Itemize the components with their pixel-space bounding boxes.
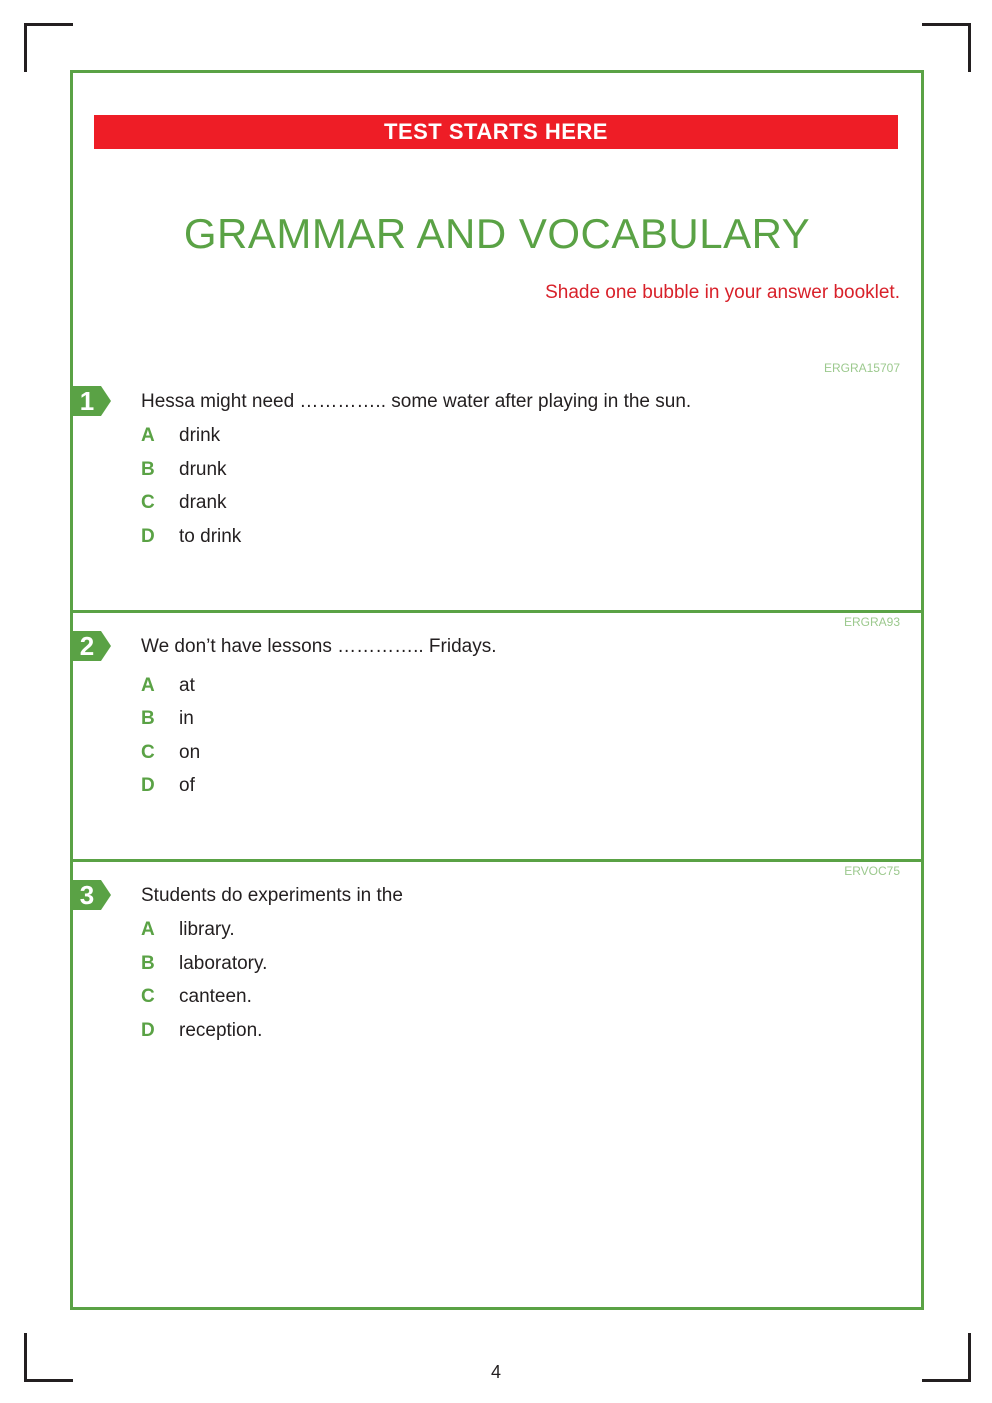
question-text: Students do experiments in the (141, 885, 403, 906)
option-letter: C (141, 986, 155, 1007)
option-letter: A (141, 675, 155, 696)
option-letter: D (141, 526, 155, 547)
option-letter: C (141, 492, 155, 513)
option-text: drink (179, 425, 221, 446)
question-number: 2 (79, 631, 95, 661)
option-text: to drink (179, 526, 242, 547)
question-number-badge (73, 386, 111, 416)
option-letter: B (141, 459, 155, 480)
section-divider (73, 610, 921, 613)
option-letter: C (141, 742, 155, 763)
question-text: We don’t have lessons ………….. Fridays. (141, 636, 497, 657)
option-text: laboratory. (179, 953, 268, 974)
option-text: library. (179, 919, 235, 940)
page-number: 4 (490, 1362, 501, 1382)
option-letter: D (141, 1020, 155, 1041)
question-text: Hessa might need ………….. some water after playing in the sun. (141, 391, 692, 412)
option-letter: D (141, 775, 155, 796)
option-letter: B (141, 708, 155, 729)
question-number-badge (73, 880, 111, 910)
option-text: in (179, 708, 194, 729)
question-code: ERVOC75 (844, 864, 900, 878)
question-number: 3 (79, 880, 95, 910)
question-code: ERGRA15707 (823, 361, 900, 375)
option-text: drunk (179, 459, 227, 480)
option-text: canteen. (179, 986, 252, 1007)
option-text: of (179, 775, 195, 796)
crop-mark-top-right (922, 23, 971, 72)
page-frame (70, 70, 924, 1310)
question-code: ERGRA93 (843, 615, 900, 629)
section-divider (73, 859, 921, 862)
test-start-banner: TEST STARTS HERE (94, 115, 898, 149)
option-letter: B (141, 953, 155, 974)
section-title: GRAMMAR AND VOCABULARY (183, 210, 811, 257)
option-text: at (179, 675, 195, 696)
instruction-text: Shade one bubble in your answer booklet. (545, 282, 900, 303)
question-number: 1 (79, 386, 95, 416)
option-letter: A (141, 919, 155, 940)
option-letter: A (141, 425, 155, 446)
option-text: reception. (179, 1020, 263, 1041)
crop-mark-top-left (24, 23, 73, 72)
option-text: drank (179, 492, 227, 513)
question-number-badge (73, 631, 111, 661)
option-text: on (179, 742, 201, 763)
